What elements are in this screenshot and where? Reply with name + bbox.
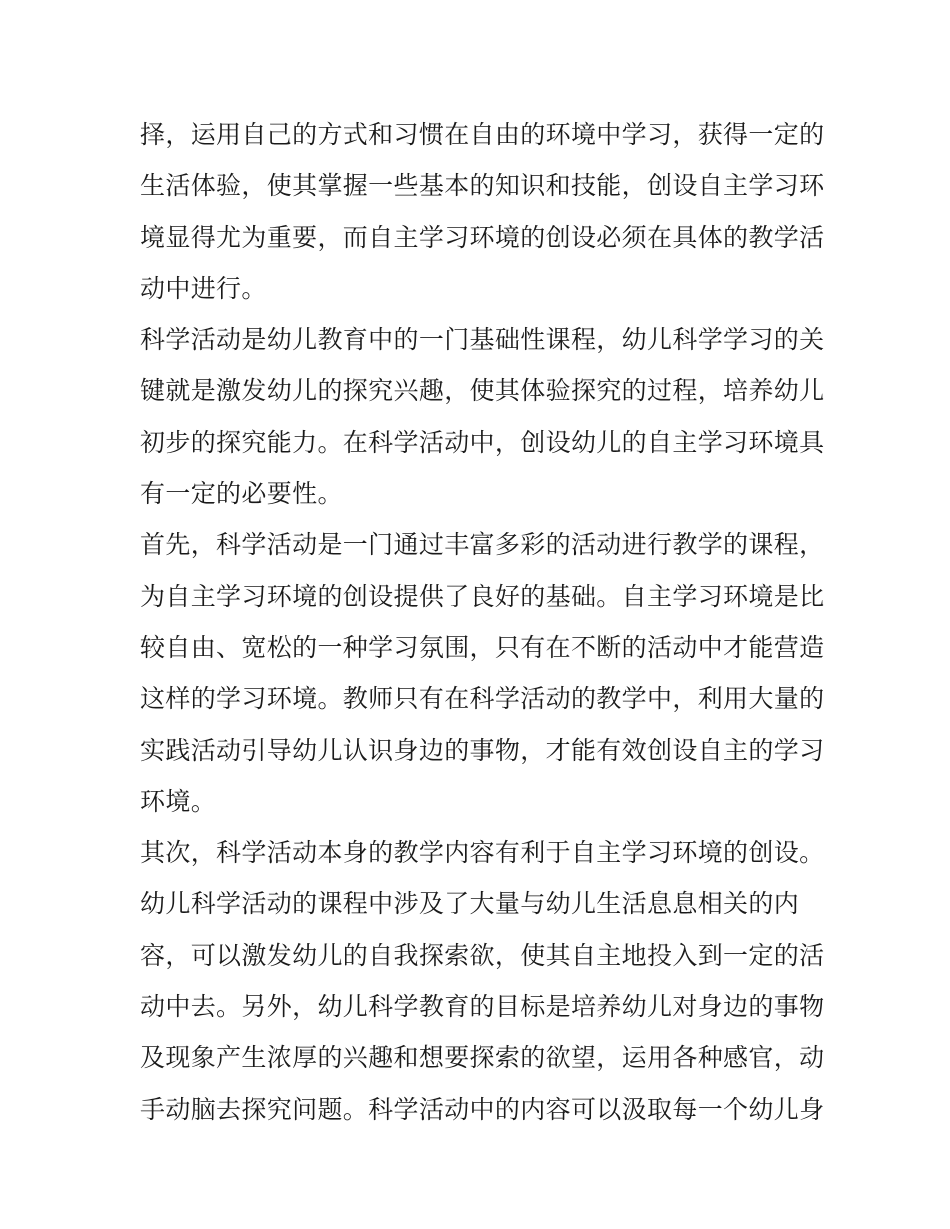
- text-line: 动中进行。: [140, 273, 267, 303]
- text-line: 有一定的必要性。: [140, 479, 343, 509]
- text-line: 环境。: [140, 786, 217, 816]
- text-line: 科学活动是幼儿教育中的一门基础性课程，幼儿科学学习的关: [140, 325, 825, 355]
- text-line: 及现象产生浓厚的兴趣和想要探索的欲望，运用各种感官，动: [140, 1043, 825, 1073]
- text-line: 较自由、宽松的一种学习氛围，只有在不断的活动中才能营造: [140, 632, 825, 662]
- text-line: 键就是激发幼儿的探究兴趣，使其体验探究的过程，培养幼儿: [140, 376, 825, 406]
- text-line: 实践活动引导幼儿认识身边的事物，才能有效创设自主的学习: [140, 735, 825, 765]
- text-line: 容，可以激发幼儿的自我探索欲，使其自主地投入到一定的活: [140, 940, 825, 970]
- text-line: 动中去。另外，幼儿科学教育的目标是培养幼儿对身边的事物: [140, 992, 825, 1022]
- text-line: 择，运用自己的方式和习惯在自由的环境中学习，获得一定的: [140, 120, 825, 149]
- text-line: 生活体验，使其掌握一些基本的知识和技能，创设自主学习环: [140, 171, 825, 201]
- text-line: 幼儿科学活动的课程中涉及了大量与幼儿生活息息相关的内: [140, 889, 800, 919]
- text-line: 初步的探究能力。在科学活动中，创设幼儿的自主学习环境具: [140, 427, 825, 457]
- text-line: 为自主学习环境的创设提供了良好的基础。自主学习环境是比: [140, 581, 825, 611]
- text-line: 其次，科学活动本身的教学内容有利于自主学习环境的创设。: [140, 838, 825, 868]
- text-line: 首先，科学活动是一门通过丰富多彩的活动进行教学的课程，: [140, 530, 825, 560]
- text-line: 这样的学习环境。教师只有在科学活动的教学中，利用大量的: [140, 684, 825, 714]
- body-text: [140, 109, 825, 1135]
- text-line: 境显得尤为重要，而自主学习环境的创设必须在具体的教学活: [140, 222, 825, 252]
- text-line: 手动脑去探究问题。科学活动中的内容可以汲取每一个幼儿身: [140, 1094, 825, 1124]
